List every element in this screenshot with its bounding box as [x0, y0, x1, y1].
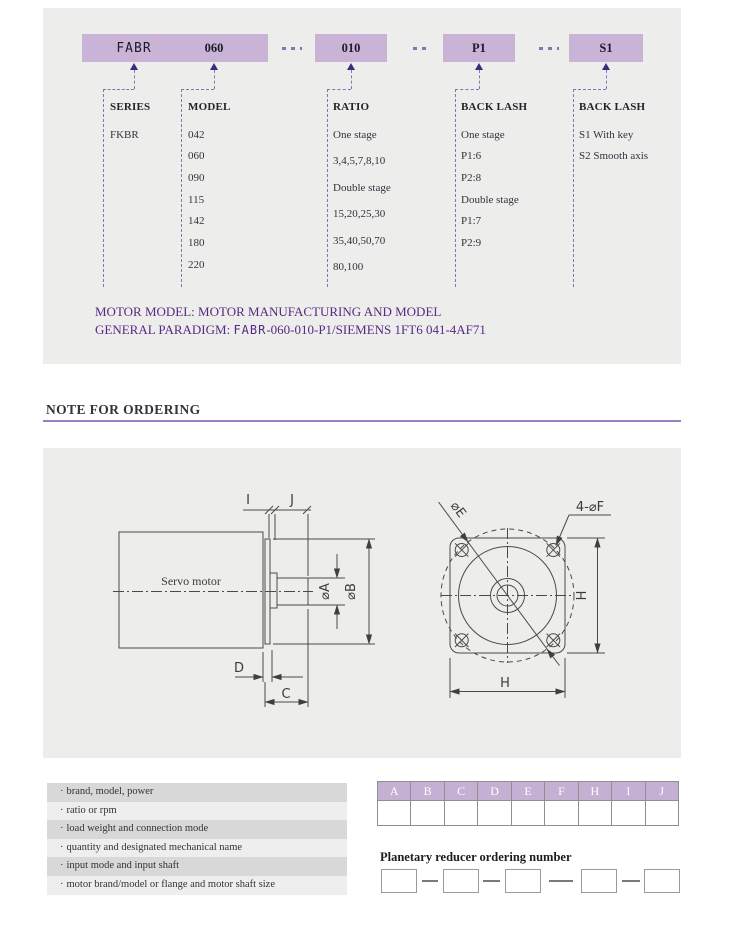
- code-connector-dashes: [539, 47, 559, 50]
- table-cell-empty[interactable]: [512, 801, 545, 826]
- list-item-text: motor brand/model or flange and motor shaft size: [66, 878, 275, 890]
- table-header-cell: H: [579, 782, 612, 801]
- shaft-hub-outline: [270, 573, 277, 608]
- column-item: Double stage: [333, 181, 391, 194]
- bullet-icon: ·: [60, 878, 64, 890]
- column-item: 060: [188, 150, 205, 163]
- dim-label-c: C: [281, 687, 291, 702]
- column-item: 142: [188, 215, 205, 228]
- column-dashed-line: [327, 89, 328, 287]
- table-header-cell: F: [545, 782, 578, 801]
- table-header-cell: B: [411, 782, 444, 801]
- motor-note-line1: MOTOR MODEL: MOTOR MANUFACTURING AND MODEL: [95, 304, 442, 319]
- bullet-icon: ·: [60, 804, 64, 816]
- code-series: FABR: [116, 40, 152, 56]
- arrow-stub: [479, 70, 480, 89]
- list-item: [47, 783, 347, 802]
- arrow-stub: [214, 70, 215, 89]
- column-series: [110, 101, 185, 141]
- column-header: SERIES: [110, 101, 151, 113]
- servo-motor-side-view: [113, 506, 375, 707]
- column-item: S1 With key: [579, 128, 634, 141]
- column-item: P1:7: [461, 215, 482, 228]
- column-dashed-line: [103, 89, 104, 287]
- list-item-text: input mode and input shaft: [66, 860, 180, 872]
- ordering-separator-dash: [622, 880, 640, 882]
- column-item: 042: [188, 128, 205, 141]
- table-header-cell: I: [612, 782, 645, 801]
- dim-label-h-right: H: [575, 590, 590, 601]
- column-header: RATIO: [333, 101, 370, 113]
- bolt-hole: [455, 634, 468, 647]
- extension-lines: [269, 514, 308, 576]
- table-cell-empty[interactable]: [478, 801, 511, 826]
- column-item: 180: [188, 236, 205, 249]
- column-item: 3,4,5,7,8,10: [333, 155, 386, 167]
- table-cell-empty[interactable]: [612, 801, 645, 826]
- ordering-separator-dash: [422, 880, 438, 882]
- column-item: 35,40,50,70: [333, 234, 386, 247]
- table-cell-empty[interactable]: [646, 801, 679, 826]
- column-backlash: [461, 101, 551, 249]
- ordering-number-box[interactable]: [443, 869, 479, 893]
- list-item-text: brand, model, power: [66, 786, 154, 797]
- dim-label-i: I: [246, 493, 250, 508]
- paradigm-code: FABR: [233, 322, 267, 337]
- column-item: FKBR: [110, 128, 139, 141]
- code-box-ratio: 010: [315, 34, 387, 62]
- column-item: One stage: [333, 128, 377, 141]
- code-box-backlash: P1: [443, 34, 515, 62]
- connector-elbow: [455, 89, 479, 90]
- motor-model-note: [95, 303, 486, 339]
- order-code-panel: [43, 8, 681, 364]
- section-title: NOTE FOR ORDERING: [46, 402, 201, 417]
- connector-elbow: [327, 89, 351, 90]
- code-box-shaft: S1: [569, 34, 643, 62]
- table-cell-empty[interactable]: [378, 801, 411, 826]
- motor-note-line2: [95, 321, 486, 340]
- extension-lines: [263, 650, 272, 682]
- bolt-hole: [455, 543, 468, 556]
- dim-label-phi-a: ⌀A: [318, 583, 333, 600]
- column-item: 15,20,25,30: [333, 208, 386, 220]
- arrow-stub: [134, 70, 135, 89]
- connector-elbow: [103, 89, 134, 90]
- column-item: 220: [188, 258, 205, 271]
- ordering-separator-dash: [549, 880, 573, 882]
- code-connector-dashes: [282, 47, 302, 50]
- ordering-number-box[interactable]: [644, 869, 680, 893]
- arrow-up-icon: [602, 63, 610, 70]
- dim-arrow: [547, 649, 560, 666]
- table-header-cell: E: [512, 782, 545, 801]
- arrow-up-icon: [210, 63, 218, 70]
- code-box-series-model: [82, 34, 268, 62]
- column-item: P2:8: [461, 171, 482, 184]
- column-ratio: [333, 101, 433, 273]
- column-item: P1:6: [461, 150, 482, 163]
- paradigm-rest: -060-010-P1/SIEMENS 1FT6 041-4AF71: [266, 321, 486, 337]
- column-header: BACK LASH: [579, 101, 646, 113]
- servo-motor-label: Servo motor: [161, 574, 221, 588]
- table-header-cell: C: [445, 782, 478, 801]
- column-item: P2:9: [461, 236, 482, 249]
- bullet-icon: ·: [60, 860, 64, 872]
- list-item-text: ratio or rpm: [66, 804, 117, 816]
- technical-drawing: [43, 448, 681, 758]
- column-item: 80,100: [333, 261, 364, 273]
- column-item: Double stage: [461, 193, 519, 206]
- column-dashed-line: [573, 89, 574, 287]
- ordering-separator-dash: [483, 880, 500, 882]
- ordering-notes-list: [47, 783, 347, 895]
- ordering-number-label: Planetary reducer ordering number: [380, 850, 572, 864]
- table-cell-empty[interactable]: [411, 801, 444, 826]
- arrow-stub: [351, 70, 352, 89]
- column-header: BACK LASH: [461, 101, 528, 113]
- table-cell-empty[interactable]: [445, 801, 478, 826]
- column-model: [188, 101, 268, 271]
- ordering-number-box[interactable]: [581, 869, 617, 893]
- list-item-text: load weight and connection mode: [66, 823, 209, 835]
- table-header-row: [378, 782, 679, 801]
- list-item: [47, 802, 347, 821]
- bullet-icon: ·: [60, 841, 64, 853]
- table-row: [378, 801, 679, 826]
- code-model: 060: [204, 40, 224, 55]
- table-header-cell: J: [646, 782, 679, 801]
- list-item: [47, 820, 347, 839]
- arrow-up-icon: [130, 63, 138, 70]
- list-item: [47, 839, 347, 858]
- dim-label-h-bottom: H: [500, 676, 510, 691]
- section-title-underline: [43, 420, 681, 422]
- code-connector-dashes: [413, 47, 431, 50]
- dim-label-phi-e: ⌀E: [446, 498, 469, 521]
- list-item-text: quantity and designated mechanical name: [66, 841, 243, 853]
- table-header-cell: D: [478, 782, 511, 801]
- ordering-number-box[interactable]: [381, 869, 417, 893]
- arrow-up-icon: [475, 63, 483, 70]
- bolt-hole: [547, 543, 560, 556]
- arrow-stub: [606, 70, 607, 89]
- bolt-hole: [547, 634, 560, 647]
- arrow-up-icon: [347, 63, 355, 70]
- table-cell-empty[interactable]: [579, 801, 612, 826]
- dimension-table: [377, 781, 679, 826]
- dim-label-4f: 4-⌀F: [575, 500, 605, 515]
- connector-elbow: [573, 89, 606, 90]
- connector-elbow: [181, 89, 214, 90]
- list-item: [47, 857, 347, 876]
- technical-drawing-panel: [43, 448, 681, 758]
- column-dashed-line: [455, 89, 456, 287]
- ordering-number-box[interactable]: [505, 869, 541, 893]
- dim-label-phi-b: ⌀B: [344, 583, 359, 600]
- column-item: One stage: [461, 128, 505, 141]
- bullet-icon: ·: [60, 823, 64, 835]
- column-header: MODEL: [188, 101, 231, 113]
- dim-label-j: J: [290, 493, 294, 508]
- bullet-icon: ·: [60, 786, 64, 797]
- column-item: S2 Smooth axis: [579, 150, 649, 163]
- table-cell-empty[interactable]: [545, 801, 578, 826]
- paradigm-label: GENERAL PARADIGM:: [95, 321, 231, 337]
- list-item: [47, 876, 347, 895]
- motor-body-outline: [119, 532, 263, 648]
- column-item: 090: [188, 171, 205, 184]
- column-item: 115: [188, 193, 205, 206]
- dim-label-d: D: [233, 661, 245, 676]
- column-shaft: [579, 101, 674, 162]
- table-header-cell: A: [378, 782, 411, 801]
